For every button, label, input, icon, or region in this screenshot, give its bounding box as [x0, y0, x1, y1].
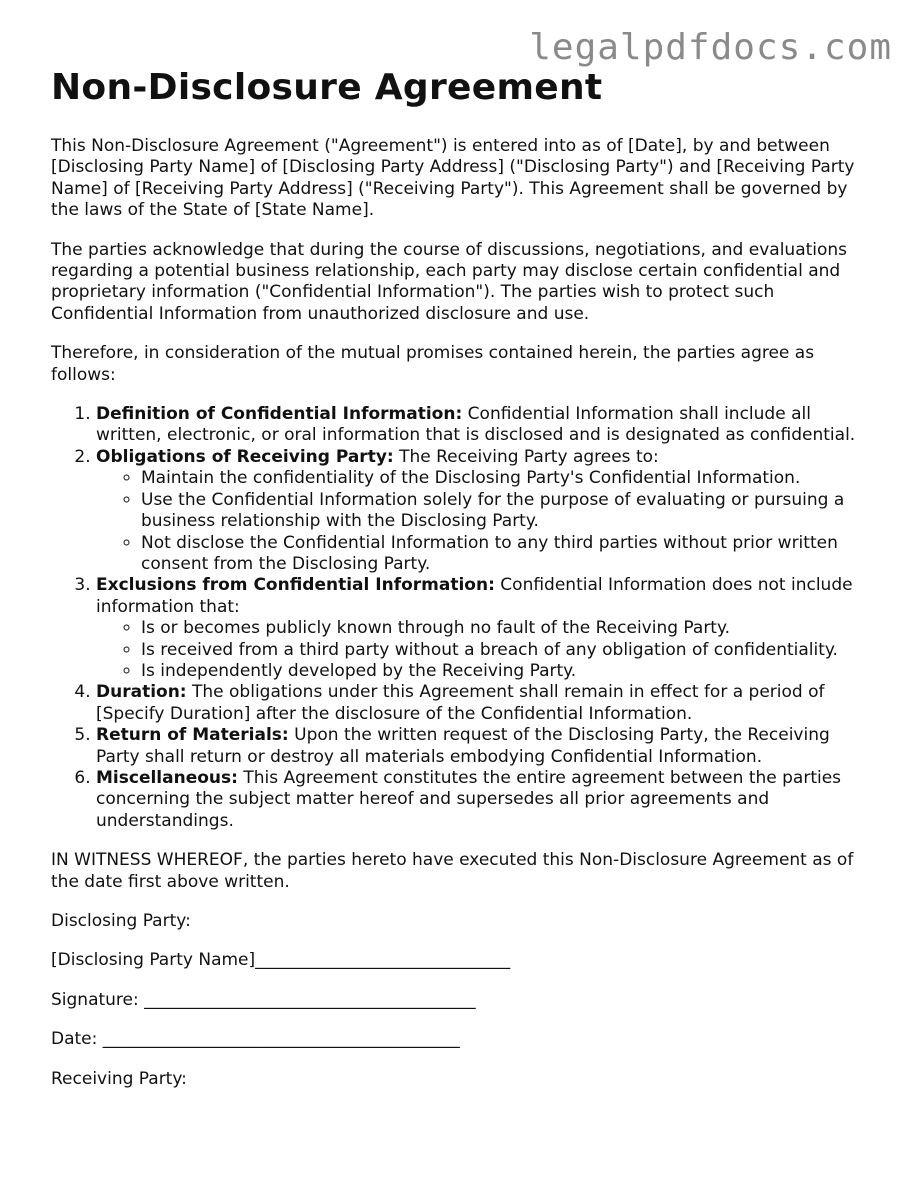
clause-definition — [96, 404, 876, 447]
clause-text: Confidential Information shall include all written, electronic, or oral information that is disclosed and is designated as confidential. — [96, 404, 856, 446]
clause-list — [51, 404, 876, 832]
clause-heading: Miscellaneous: — [96, 767, 238, 788]
witness-paragraph: IN WITNESS WHEREOF, the parties hereto have executed this Non-Disclosure Agreement as of the date first above written. — [51, 850, 854, 892]
page-title: Non-Disclosure Agreement — [51, 67, 603, 108]
clause-heading: Exclusions from Confidential Information: — [96, 575, 495, 596]
intro-paragraph: This Non-Disclosure Agreement ("Agreement") is entered into as of [Date], by and between [Disclosing Party Name] of [Disclosing Party Address] ("Disclosing Party") and [Receiving Party Name] of [Receiving Party Address] ("Receiving Party"). This Agreement shall be governed by the laws of the State of [State Name]. — [51, 136, 855, 221]
clause-return-of-materials — [96, 725, 876, 768]
obligations-sublist — [96, 468, 876, 575]
list-item: ◦ Not disclose the Confidential Information to any third parties without prior written consent from the Disclosing Party. — [141, 533, 876, 576]
list-item: ◦ Use the Confidential Information solely for the purpose of evaluating or pursuing a business relationship with the Disclosing Party. — [141, 490, 876, 533]
signature-line: Signature: _______________________________________ — [51, 989, 476, 1010]
clause-miscellaneous — [96, 768, 876, 832]
clause-text: The obligations under this Agreement shall remain in effect for a period of [Specify Duration] after the disclosure of the Confidential Information. — [96, 682, 825, 724]
clause-text: The Receiving Party agrees to: — [393, 446, 659, 467]
disclosing-party-name-line: [Disclosing Party Name]______________________________ — [51, 950, 511, 971]
clause-exclusions — [96, 575, 876, 682]
clause-heading: Definition of Confidential Information: — [96, 404, 463, 425]
clause-text: Upon the written request of the Disclosing Party, the Receiving Party shall return or destroy all materials embodying Confidential Information. — [96, 725, 830, 767]
acknowledgement-paragraph: The parties acknowledge that during the course of discussions, negotiations, and evaluations regarding a potential business relationship, each party may disclose certain confidential and proprietary information ("Confidential Information"). The parties wish to protect such Confidential Information from unauthorized disclosure and use. — [51, 239, 848, 324]
watermark-logo: legalpdfdocs.com — [529, 27, 892, 68]
disclosing-party-label: Disclosing Party: — [51, 911, 191, 931]
list-item: ◦ Is received from a third party without a breach of any obligation of confidentiality. — [141, 640, 876, 661]
clause-text: Confidential Information does not include information that: — [96, 575, 853, 617]
document-page — [51, 64, 876, 1108]
receiving-party-label: Receiving Party: — [51, 1068, 187, 1089]
clause-duration — [96, 682, 876, 725]
list-item: ◦ Is independently developed by the Receiving Party. — [141, 661, 876, 682]
clause-obligations — [96, 447, 876, 575]
clause-text: This Agreement constitutes the entire agreement between the parties concerning the subject matter hereof and supersedes all prior agreements and understandings. — [96, 767, 842, 831]
list-item: ◦ Is or becomes publicly known through no fault of the Receiving Party. — [141, 618, 876, 639]
date-line: Date: __________________________________________ — [51, 1029, 460, 1050]
clause-heading: Return of Materials: — [96, 725, 289, 746]
clause-heading: Duration: — [96, 682, 187, 703]
list-item: ◦ Maintain the confidentiality of the Disclosing Party's Confidential Information. — [141, 468, 876, 489]
clause-heading: Obligations of Receiving Party: — [96, 446, 394, 467]
consideration-paragraph: Therefore, in consideration of the mutual promises contained herein, the parties agree as follows: — [51, 343, 815, 385]
exclusions-sublist — [96, 618, 876, 682]
